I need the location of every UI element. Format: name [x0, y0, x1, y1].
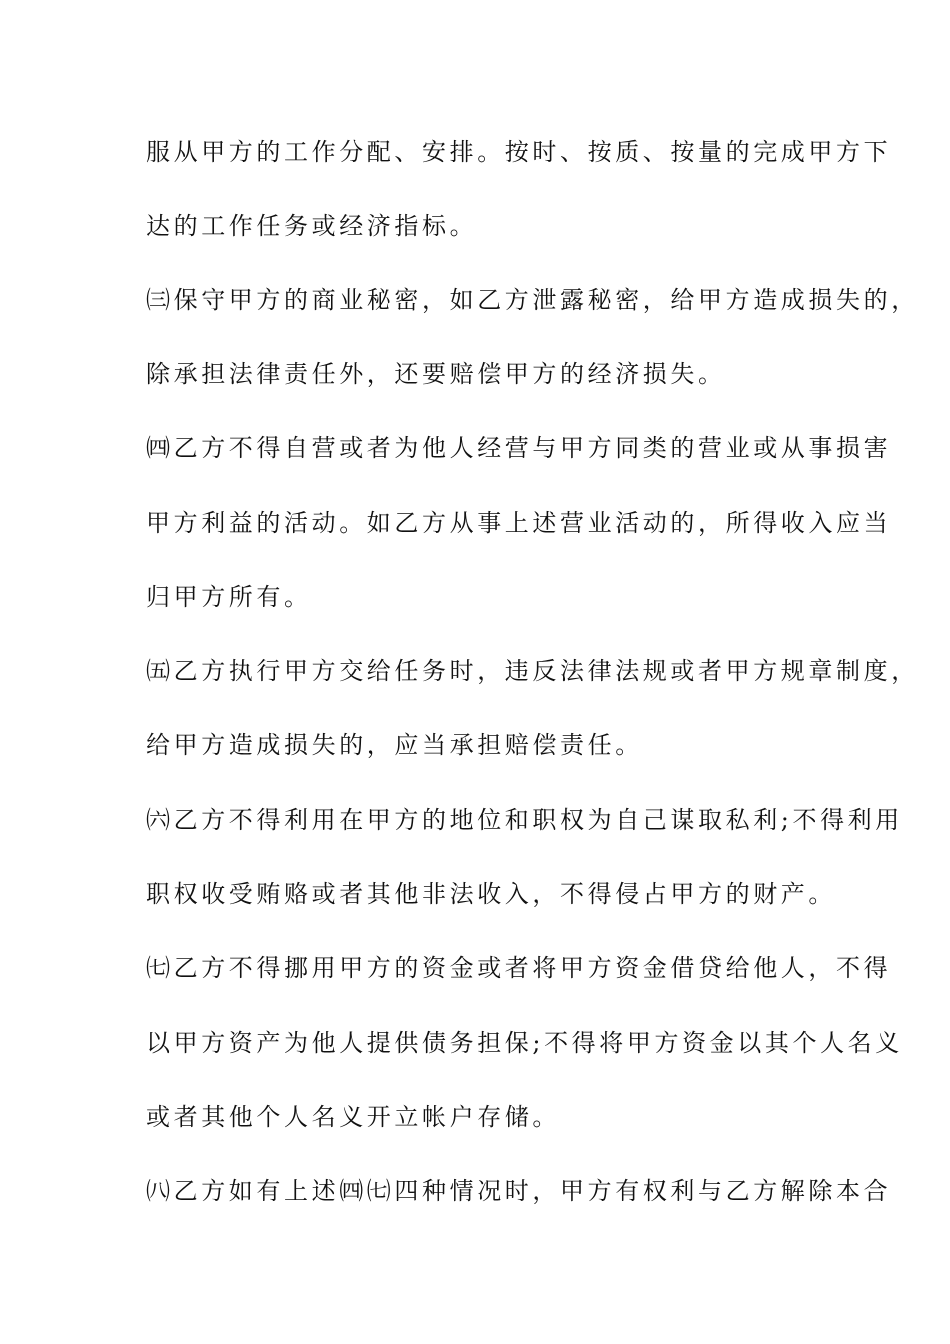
text-line: 职权收受贿赂或者其他非法收入，不得侵占甲方的财产。	[146, 880, 836, 908]
text-line: 达的工作任务或经济指标。	[146, 212, 478, 240]
text-line: 以甲方资产为他人提供债务担保;不得将甲方资金以其个人名义	[146, 1029, 903, 1057]
text-line: ㈧乙方如有上述㈣㈦四种情况时，甲方有权利与乙方解除本合	[146, 1177, 892, 1205]
text-line: 或者其他个人名义开立帐户存储。	[146, 1103, 560, 1131]
text-line: ㈣乙方不得自营或者为他人经营与甲方同类的营业或从事损害	[146, 434, 892, 462]
text-line: 甲方利益的活动。如乙方从事上述营业活动的，所得收入应当	[146, 509, 892, 537]
text-line: ㈦乙方不得挪用甲方的资金或者将甲方资金借贷给他人，不得	[146, 954, 892, 982]
text-line: ㈥乙方不得利用在甲方的地位和职权为自己谋取私利;不得利用	[146, 806, 903, 834]
text-line: 除承担法律责任外，还要赔偿甲方的经济损失。	[146, 360, 726, 388]
text-line: 给甲方造成损失的，应当承担赔偿责任。	[146, 731, 643, 759]
text-line: ㈤乙方执行甲方交给任务时，违反法律法规或者甲方规章制度，	[146, 657, 919, 685]
text-line: 归甲方所有。	[146, 583, 312, 611]
text-line: 服从甲方的工作分配、安排。按时、按质、按量的完成甲方下	[146, 138, 892, 166]
text-line: ㈢保守甲方的商业秘密，如乙方泄露秘密，给甲方造成损失的，	[146, 286, 919, 314]
